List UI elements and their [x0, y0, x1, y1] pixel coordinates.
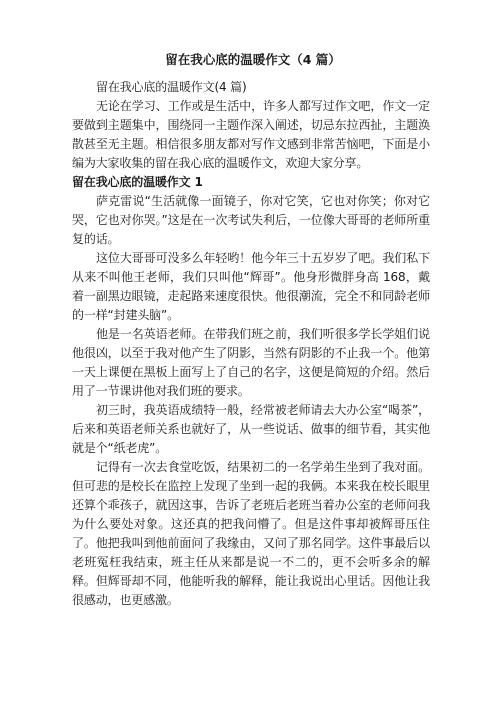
body-paragraph-4: 初三时，我英语成绩特一般，经常被老师请去大办公室“喝茶”，后来和英语老师关系也就好了，从一些说话、做事的细节看，其实他就是个“纸老虎”。 [72, 403, 430, 455]
body-paragraph-5: 记得有一次去食堂吃饭，结果初二的一名学弟生坐到了我对面。但可悲的是校长在监控上发现了坐到一起的我俩。本来我在校长眼里还算个乖孩子，就因这事，告诉了老班后老班当着办公室的老师问我为什么要处对象。这还真的把我问懵了。但是这件事却被辉哥压住了。他把我叫到他前面问了我缘由，又问了那名同学。这件事最后以老班冤枉我结束，班主任从来都是说一不二的，更不会听多余的解释。但辉哥却不同，他能听我的解释，能让我说出心里话。因他让我很感动，也更感激。 [72, 460, 430, 607]
body-paragraph-3: 他是一名英语老师。在带我们班之前，我们听很多学长学姐们说他很凶，以至于我对他产生了阴影，当然有阴影的不止我一个。他第一天上课便在黑板上面写上了自己的名字，这便是简短的介绍。然后用了一节课讲他对我们班的要求。 [72, 327, 430, 398]
document-subtitle: 留在我心底的温暖作文(4 篇) [96, 80, 247, 94]
document-title: 留在我心底的温暖作文（4 篇） [165, 52, 341, 67]
intro-paragraph: 无论在学习、工作或是生活中，许多人都写过作文吧，作文一定要做到主题集中，围绕同一主题作深入阐述，切忌东拉西扯，主题涣散甚至无主题。相信很多朋友都对写作文感到非常苦恼吧，下面是小编为大家收集的留在我心底的温暖作文，欢迎大家分享。 [72, 99, 430, 170]
body-paragraph-2: 这位大哥哥可没多么年轻哟！他今年三十五岁岁了吧。我们私下从来不叫他王老师，我们只叫他“辉哥”。他身形微胖身高 168，戴着一副黑边眼镜，走起路来速度很快。他很潮流，完全不和同龄老师的一样“封建头脑”。 [72, 251, 430, 322]
section-heading: 留在我心底的温暖作文 1 [72, 175, 203, 189]
body-paragraph-1: 萨克雷说“生活就像一面镜子，你对它笑，它也对你笑；你对它哭，它也对你哭。”这是在一次考试失利后，一位像大哥哥的老师所重复的话。 [72, 194, 430, 246]
